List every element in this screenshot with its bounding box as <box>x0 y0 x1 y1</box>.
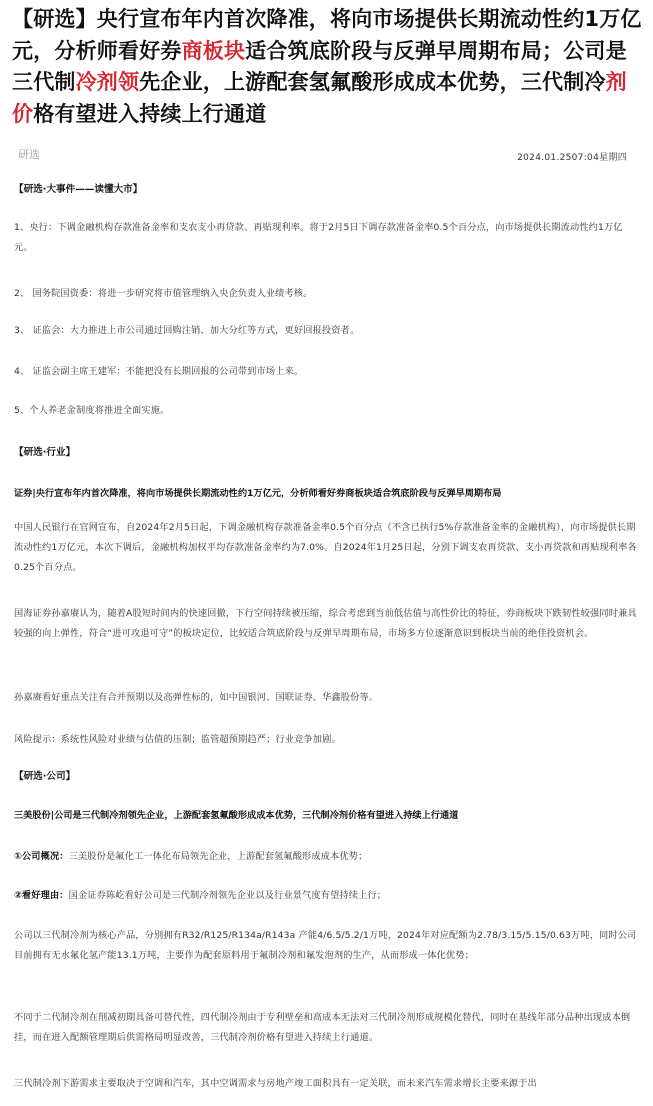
event-item-3: 3、 证监会：大力推进上市公司通过回购注销、加大分红等方式，更好回报投资者。 <box>14 325 360 336</box>
industry-headline: 证券|央行宣布年内首次降准，将向市场提供长期流动性约1万亿元，分析师看好券商板块适合筑底阶段与反弹早周期布局 <box>14 488 502 499</box>
section-industry-title: 【研选·行业】 <box>14 447 76 458</box>
company-reason-text: 国金证券陈屹看好公司是三代制冷剂领先企业以及行业景气度有望持续上行； <box>68 890 387 901</box>
section-company-title: 【研选·公司】 <box>14 771 76 782</box>
headline-highlight-1: 商板块 <box>181 38 246 63</box>
headline-part-1: 【研选】央行宣布年内首次降准，将向市场提供长期流动性约1万亿元，分析师看好券 <box>12 7 642 63</box>
company-overview-label: ①公司概况： <box>14 851 69 862</box>
company-paragraph-3: 三代制冷剂下游需求主要取决于空调和汽车，其中空调需求与房地产竣工面积具有一定关联，而未来汽车需求增长主要来源于出 <box>14 1078 537 1089</box>
headline-part-2: 适合筑底阶段与反弹早周期布局；公司是三代制 <box>12 38 627 94</box>
headline-part-3: 先企业，上游配套氢氟酸形成成本优势，三代制冷 <box>139 70 606 94</box>
company-reason <box>14 886 638 906</box>
event-item-1: 1、央行：下调金融机构存款准备金率和支农支小再贷款、再贴现利率。将于2月5日下调存款准备金率0.5个百分点，向市场提供长期流动性约1万亿元。 <box>14 222 623 253</box>
industry-paragraph-2: 国海证券孙嘉赓认为，随着A股短时间内的快速回撤，下行空间持续被压缩，综合考虑到当前低估值与高性价比的特征，券商板块下跌韧性较强同时兼具较强的向上弹性，符合“进可攻退可守”的板块定位，比较适合筑底阶段与反弹早周期布局，市场多方位逐渐意识到板块当前的绝佳投资机会。 <box>14 608 637 639</box>
headline-highlight-3: 剂价 <box>12 70 627 126</box>
company-paragraph-1: 公司以三代制冷剂为核心产品，分别拥有R32/R125/R134a/R143a 产能4/6.5/5.2/1万吨，2024年对应配额为2.78/3.15/5.15/0.63万吨，同时公司目前拥有无水氟化氢产能13.1万吨，主要作为配套原料用于氟制冷剂和氟发泡剂的生产，从而形成一体化优势； <box>14 930 637 961</box>
industry-paragraph-3: 孙嘉赓看好重点关注有合并预期以及高弹性标的，如中国银河、国联证券、华鑫股份等。 <box>14 692 379 703</box>
section-events-title: 【研选·大事件——读懂大市】 <box>14 184 143 195</box>
company-overview-text: 三美股份是氟化工一体化布局领先企业，上游配套氢氟酸形成成本优势； <box>68 851 368 862</box>
company-reason-label: ②看好理由： <box>14 890 69 901</box>
headline-part-4: 格有望进入持续上行通道 <box>33 101 267 126</box>
publish-date: 2024.01.2507:04星期四 <box>517 153 627 163</box>
company-paragraph-2: 不同于二代制冷剂在削减初期具备可替代性，四代制冷剂由于专利壁垒和高成本无法对三代制冷剂形成规模化替代，同时在基线年部分品种出现成本倒挂，而在进入配额管理期后供需格局明显改善，三代制冷剂价格有望进入持续上行通道。 <box>14 1012 631 1043</box>
event-item-4: 4、 证监会副主席王建军：不能把没有长期回报的公司带到市场上来。 <box>14 366 304 377</box>
event-item-2: 2、 国务院国资委：将进一步研究将市值管理纳入央企负责人业绩考核。 <box>14 288 313 299</box>
article-headline <box>12 4 644 130</box>
industry-paragraph-1: 中国人民银行在官网宣布，自2024年2月5日起，下调金融机构存款准备金率0.5个百分点（不含已执行5%存款准备金率的金融机构），向市场提供长期流动性约1万亿元，本次下调后，金融机构加权平均存款准备金率约为7.0%。自2024年1月25日起，分别下调支农再贷款、支小再贷款和再贴现利率各0.25个百分点。 <box>14 522 637 573</box>
company-overview <box>14 847 638 867</box>
company-headline: 三美股份|公司是三代制冷剂领先企业，上游配套氢氟酸形成成本优势，三代制冷剂价格有望进入持续上行通道 <box>14 810 459 821</box>
headline-highlight-2: 冷剂领 <box>75 70 140 94</box>
event-item-5: 5、个人养老金制度将推进全面实施。 <box>14 405 170 416</box>
source-label: 研选 <box>18 148 40 161</box>
industry-paragraph-4: 风险提示：系统性风险对业绩与估值的压制；监管超预期趋严；行业竞争加剧。 <box>14 734 341 745</box>
